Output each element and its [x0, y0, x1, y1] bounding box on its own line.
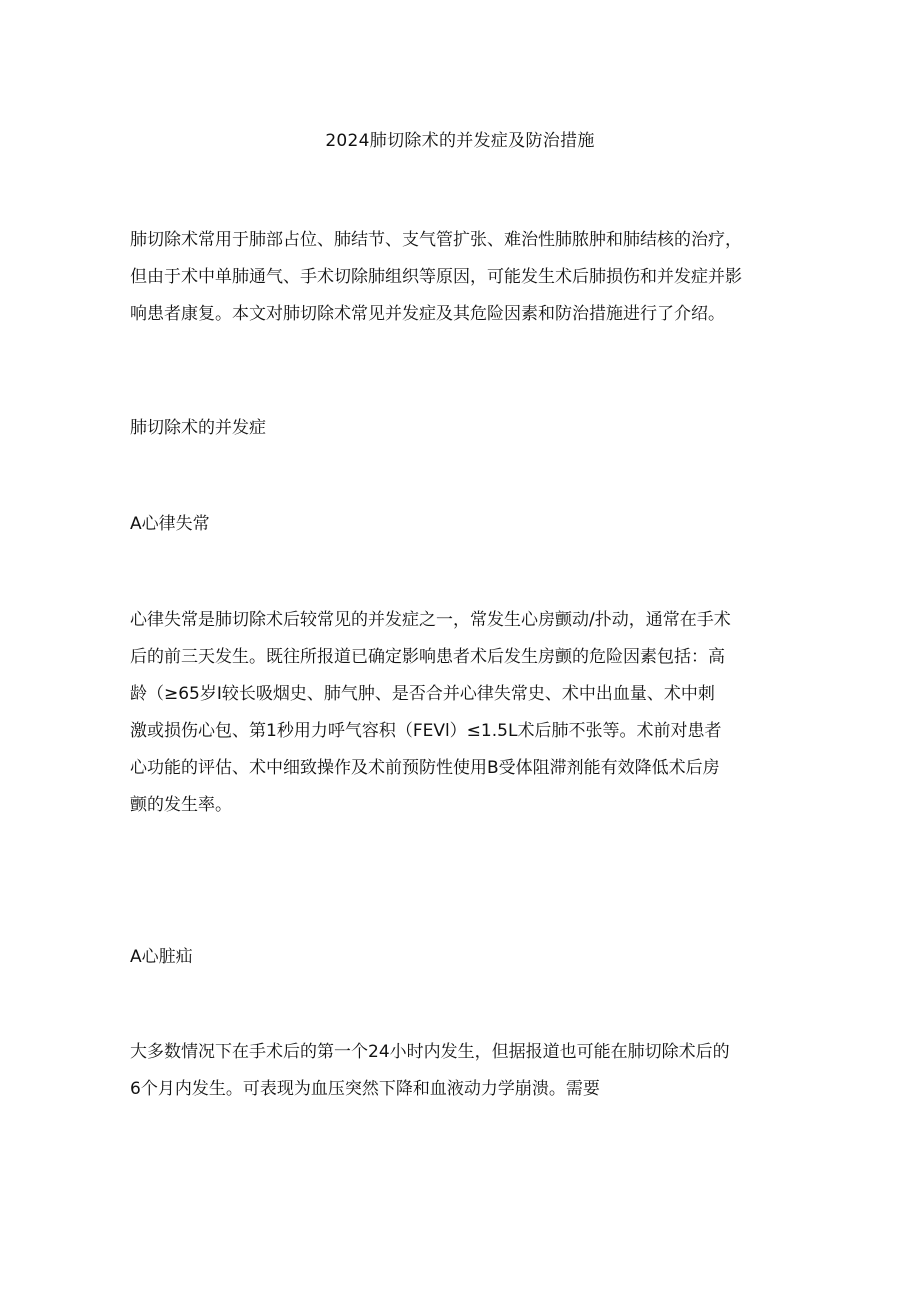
intro-paragraph [130, 222, 810, 333]
paragraph-line: 后的前三天发生。既往所报道已确定影响患者术后发生房颤的危险因素包括：高 [130, 647, 725, 667]
paragraph-line: 龄（≥65岁I较长吸烟史、肺气肿、是否合并心律失常史、术中出血量、术中刺 [130, 684, 715, 704]
section-heading: 肺切除术的并发症 [130, 418, 266, 438]
paragraph-line: 心律失常是肺切除术后较常见的并发症之一，常发生心房颤动/扑动，通常在手术 [130, 610, 731, 630]
paragraph-line: 6个月内发生。可表现为血压突然下降和血液动力学崩溃。需要 [130, 1079, 600, 1099]
subsection-heading-cardiac-herniation: A心脏疝 [130, 947, 193, 967]
paragraph-line: 颤的发生率。 [130, 795, 232, 815]
cardiac-herniation-paragraph [130, 1034, 810, 1108]
paragraph-line: 心功能的评估、术中细致操作及术前预防性使用B受体阻滞剂能有效降低术后房 [130, 758, 720, 778]
intro-line: 但由于术中单肺通气、手术切除肺组织等原因，可能发生术后肺损伤和并发症并影 [130, 267, 742, 287]
paragraph-line: 激或损伤心包、第1秒用力呼气容积（FEVl）≤1.5L术后肺不张等。术前对患者 [130, 721, 722, 741]
intro-line: 肺切除术常用于肺部占位、肺结节、支气管扩张、难治性肺脓肿和肺结核的治疗， [130, 230, 742, 250]
paragraph-line: 大多数情况下在手术后的第一个24小时内发生，但据报道也可能在肺切除术后的 [130, 1042, 730, 1062]
intro-line: 响患者康复。本文对肺切除术常见并发症及其危险因素和防治措施进行了介绍。 [130, 304, 725, 324]
subsection-heading-arrhythmia: A心律失常 [130, 514, 210, 534]
arrhythmia-paragraph [130, 602, 810, 824]
document-title: 2024肺切除术的并发症及防治措施 [325, 131, 595, 151]
